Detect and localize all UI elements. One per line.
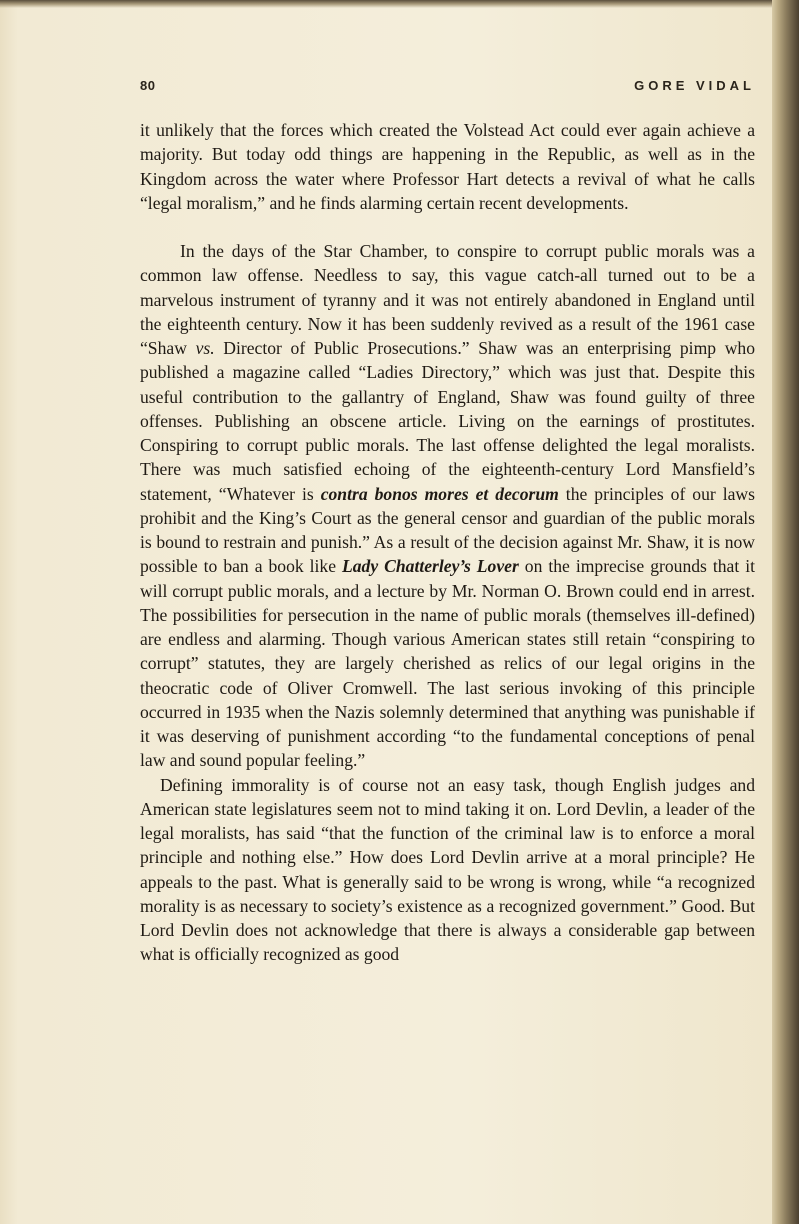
paragraph-defining-immorality: Defining immorality is of course not an easy task, though English judges and American state legislatures seem not to mind taking it on. Lord Devlin, a leader of the legal moralists, has said “that the function of the criminal law is to enforce a moral principle and nothing else.” How does Lord Devlin arrive at a moral principle? He appeals to the past. What is generally said to be wrong is wrong, while “a recognized morality is as necessary to society’s existence as a recognized government.” Good. But Lord Devlin does not acknowledge that there is always a considerable gap between what is officially recognized as good	[140, 774, 755, 965]
running-head: GORE VIDAL	[634, 78, 755, 93]
italic-vs: vs.	[195, 338, 215, 358]
body-text	[140, 118, 755, 967]
page-top-shadow	[0, 0, 772, 8]
paragraph-star-chamber	[140, 239, 755, 773]
page-number: 80	[140, 78, 156, 93]
book-title: Lady Chatterley’s Lover	[342, 556, 519, 577]
paragraph-text: on the imprecise grounds that it will corrupt public morals, and a lecture by Mr. Norman O. Brown could end in arrest. The possibilities for persecution in the name of public morals (themselves ill-defined) are endless and alarming. Though various American states still retain “conspiring to corrupt” statutes, they are largely cherished as relics of our legal origins in the theocratic code of Oliver Cromwell. The last serious invoking of this principle occurred in 1935 when the Nazis solemnly determined that anything was punishable if it was deserving of punishment according “to the fundamental conceptions of penal law and sound popular feeling.”	[140, 556, 756, 771]
book-page-edge	[772, 0, 799, 1224]
paragraph-text: Director of Public Prosecutions.” Shaw was an enterprising pimp who published a magazine called “Ladies Directory,” which was just that. Despite this useful contribution to the gallantry of England, Shaw was found guilty of three offenses. Publishing an obscene article. Living on the earnings of prostitutes. Conspiring to corrupt public morals. The last offense delighted the legal moralists. There was much satisfied echoing of the eighteenth-century Lord Mansfield’s statement, “Whatever is	[140, 338, 755, 504]
paragraph-text: the principles of our laws prohibit and the King’s Court as the general censor and guardian of the public morals is bound to restrain and punish.” As a result of the decision against Mr. Shaw, it is now possible to ban a book like	[140, 483, 755, 577]
paragraph-continuation: it unlikely that the forces which created the Volstead Act could ever again achieve a majority. But today odd things are happening in the Republic, as well as in the Kingdom across the water where Professor Hart detects a revival of what he calls “legal moralism,” and he finds alarming certain recent developments.	[140, 120, 755, 213]
page-header	[140, 78, 755, 98]
paragraph-text: In the days of the Star Chamber, to conspire to corrupt public morals was a common law offense. Needless to say, this vague catch-all turned out to be a marvelous instrument of tyranny and it was not entirely abandoned in England until the eighteenth century. Now it has been suddenly revived as a result of the 1961 case “Shaw	[140, 241, 755, 358]
latin-phrase: contra bonos mores et decorum	[320, 483, 559, 504]
